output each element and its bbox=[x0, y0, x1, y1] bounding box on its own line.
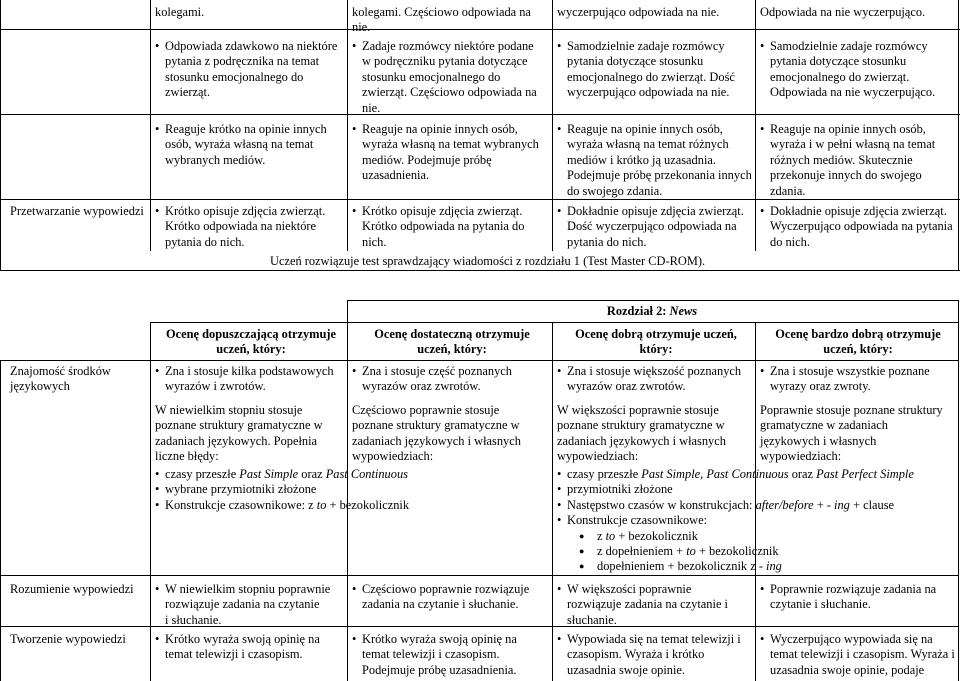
cell-dopuszczajaca bbox=[151, 122, 347, 168]
cell-text: • Zna i stosuje wszystkie poznane bbox=[770, 364, 930, 378]
list-text: Past Continuous bbox=[325, 467, 408, 481]
cell-text: i słuchanie. bbox=[165, 612, 222, 627]
column-divider bbox=[958, 0, 959, 271]
row-divider bbox=[0, 199, 960, 200]
row-divider bbox=[0, 626, 959, 627]
cell-text: czasopism. Wyraża i krótko bbox=[567, 647, 705, 662]
cell-text: temat telewizji i czasopism. Wyraża i bbox=[770, 647, 955, 662]
cell-text: wybranych mediów. bbox=[165, 152, 266, 167]
cell-text: uzasadnia swoje opinie. bbox=[567, 662, 686, 677]
header-dobra bbox=[553, 327, 755, 358]
cell-grammar-bardzo-dobra bbox=[756, 403, 956, 465]
cell-tworzenie-bardzo-dobra bbox=[756, 632, 956, 678]
chapter-heading bbox=[348, 304, 956, 319]
cell-vocab-dopuszczajaca bbox=[151, 364, 347, 395]
cell-text: wyrazy oraz zwroty. bbox=[770, 379, 871, 394]
list-text: Past Simple bbox=[239, 467, 299, 481]
list-text: + bezokolicznik bbox=[695, 544, 779, 559]
cell-text: liczne błędy: bbox=[155, 449, 219, 464]
cell-text: wyraża własną na temat różnych bbox=[567, 137, 729, 152]
cell-text: • W większości poprawnie bbox=[567, 582, 692, 596]
cell-text: Częściowo poprawnie stosuje bbox=[352, 403, 500, 417]
list-item bbox=[155, 467, 555, 482]
cell-tworzenie-dobra bbox=[553, 632, 755, 678]
cell-text: wyczerpująco odpowiada na nie. bbox=[567, 85, 730, 100]
cell-text: uzasadnienia. bbox=[362, 168, 430, 183]
cell-text: nie. bbox=[362, 100, 381, 115]
cell-text: nie. bbox=[352, 20, 371, 35]
row-label-tworzenie bbox=[6, 632, 152, 647]
list-item bbox=[557, 467, 960, 482]
list-text: czasy przeszłe bbox=[165, 467, 240, 481]
cell-text: czytanie i słuchanie. bbox=[770, 597, 871, 612]
cell-text: zadaniach językowych. Popełnia bbox=[155, 433, 318, 448]
cell-text: emocjonalnego do zwierząt. bbox=[770, 69, 910, 84]
sub-list-item bbox=[557, 544, 960, 559]
cell-text: językowych bbox=[10, 379, 70, 394]
header-text: uczeń, który: bbox=[417, 342, 487, 357]
header-text: Ocenę dostateczną otrzymuje bbox=[374, 327, 530, 341]
chapter-label: Rozdział 2: bbox=[606, 304, 667, 318]
cell-text: Dość wyczerpująco odpowiada na bbox=[567, 219, 737, 234]
cell-text: wyczerpująco odpowiada na nie. bbox=[557, 5, 720, 19]
sub-list-item bbox=[557, 529, 960, 544]
cell-text: wyrazów oraz zwrotów. bbox=[567, 379, 686, 394]
cell-text: W większości poprawnie stosuje bbox=[557, 403, 719, 417]
list-text: Konstrukcje czasownikowe: bbox=[567, 513, 708, 528]
cell-text: Wyczerpująco odpowiada na pytania bbox=[770, 219, 953, 234]
cell-text: • Zna i stosuje większość poznanych bbox=[567, 364, 742, 378]
list-item bbox=[155, 482, 555, 497]
list-item bbox=[557, 482, 960, 497]
list-text: przymiotniki złożone bbox=[567, 482, 673, 497]
cell-text: W niewielkim stopniu stosuje bbox=[155, 403, 303, 417]
cell-dopuszczajaca bbox=[151, 204, 347, 250]
header-text: Ocenę dobrą otrzymuje uczeń, bbox=[575, 327, 737, 341]
cell-text: • Zna i stosuje część poznanych bbox=[362, 364, 513, 378]
cell-text: wypowiedziach: bbox=[557, 449, 639, 464]
header-text: Ocenę dopuszczającą otrzymuje bbox=[166, 327, 336, 341]
grammar-list-advanced bbox=[553, 467, 960, 575]
cell-text: do swojego zdania. bbox=[567, 183, 663, 198]
cell-text: • Odpowiada zdawkowo na niektóre bbox=[165, 39, 338, 53]
cell-text: językowych i własnych bbox=[760, 433, 877, 448]
header-text: uczeń, który: bbox=[216, 342, 286, 357]
cell-text: Odpowiada na nie wyczerpująco. bbox=[770, 85, 936, 100]
cell-text: • Dokładnie opisuje zdjęcia zwierząt. bbox=[567, 204, 744, 218]
cell-text: zadaniach językowych i własnych bbox=[352, 433, 521, 448]
cell-text: • Samodzielnie zadaje rozmówcy bbox=[770, 39, 928, 53]
cell-text: Tworzenie wypowiedzi bbox=[10, 632, 126, 646]
column-divider bbox=[0, 360, 1, 681]
cell-text: • Samodzielnie zadaje rozmówcy bbox=[567, 39, 725, 53]
cell-text: do nich. bbox=[770, 234, 810, 249]
cell-text: poznane struktury gramatyczne w bbox=[352, 418, 520, 433]
cell-grammar-dostateczna bbox=[348, 403, 552, 465]
cell-text: Poprawnie stosuje poznane struktury bbox=[760, 403, 943, 417]
cell-text: Krótko odpowiada na niektóre bbox=[165, 219, 317, 234]
cell-text: kolegami. Częściowo odpowiada na bbox=[352, 5, 531, 19]
list-text: + bezokolicznik bbox=[326, 497, 410, 512]
cell-text: zdania. bbox=[770, 183, 806, 198]
header-text: który: bbox=[639, 342, 673, 357]
cell-dostateczna bbox=[348, 122, 552, 184]
cell-text: poznane struktury gramatyczne w bbox=[155, 418, 323, 433]
cell-text: zwierząt. bbox=[165, 85, 211, 100]
list-text: + - bbox=[813, 497, 835, 512]
cell-rozumienie-dopuszczajaca bbox=[151, 582, 347, 628]
cell-text: temat telewizji i czasopism. bbox=[165, 647, 303, 662]
cell-text: Przetwarzanie wypowiedzi bbox=[10, 204, 144, 218]
cell-text: • Krótko wyraża swoją opinię na bbox=[165, 632, 320, 646]
cell-grammar-dopuszczajaca bbox=[151, 403, 347, 465]
cell-text: • Poprawnie rozwiązuje zadania na bbox=[770, 582, 937, 596]
cell-dobra bbox=[553, 39, 755, 101]
row-label-znajomosc bbox=[6, 364, 152, 395]
cell-text: • Reaguje krótko na opinie innych bbox=[165, 122, 327, 136]
row-label-rozumienie bbox=[6, 582, 152, 597]
cell-text: wyraża własną na temat wybranych bbox=[362, 137, 539, 152]
cell-text: pytania do nich. bbox=[165, 234, 245, 249]
cell-text: pytania do nich. bbox=[567, 234, 647, 249]
cell-rozumienie-dobra bbox=[553, 582, 755, 628]
list-item bbox=[155, 498, 555, 513]
cell-text: temat telewizji i czasopism. bbox=[362, 647, 500, 662]
cell-text: nich. bbox=[362, 234, 387, 249]
cell-text: wyrazów oraz zwrotów. bbox=[362, 379, 481, 394]
list-text: z bbox=[597, 528, 606, 543]
cell-grammar-dobra bbox=[553, 403, 755, 465]
cell-text: • Wyczerpująco wypowiada się na bbox=[770, 632, 933, 646]
cell-text: pytania dotyczące stosunku bbox=[770, 54, 907, 69]
list-text: z dopełnieniem + bbox=[597, 544, 687, 559]
row-label-przetwarzanie bbox=[6, 204, 152, 219]
cell-text: pytania dotyczące stosunku bbox=[567, 54, 704, 69]
row-divider bbox=[150, 322, 959, 323]
cell-text: • W niewielkim stopniu poprawnie bbox=[165, 582, 331, 596]
cell-text: wyrazów i zwrotów. bbox=[165, 379, 266, 394]
cell-text: osób, wyraża własną na temat bbox=[165, 137, 314, 152]
list-text: ing bbox=[766, 559, 782, 574]
cell-vocab-dostateczna bbox=[348, 364, 552, 395]
cell-dobra bbox=[553, 204, 755, 250]
cell-bardzo-dobra bbox=[756, 122, 956, 199]
cell-text: Podejmuje próbę uzasadnienia. bbox=[362, 662, 517, 677]
cell-text: Krótko odpowiada na pytania do bbox=[362, 219, 525, 234]
list-text: ing bbox=[834, 497, 850, 512]
cell-dostateczna bbox=[348, 204, 552, 250]
list-text: to bbox=[316, 497, 327, 512]
cell-dostateczna bbox=[348, 5, 552, 36]
cell-bardzo-dobra bbox=[756, 39, 956, 101]
cell-text: rozwiązuje zadania na czytanie bbox=[165, 597, 320, 612]
cell-text: • Reaguje na opinie innych osób, bbox=[362, 122, 518, 136]
cell-text: różnych mediów. Skutecznie bbox=[770, 152, 913, 167]
table-top-border bbox=[347, 300, 959, 301]
cell-text: przekonuje innych do swojego bbox=[770, 168, 922, 183]
sub-list-item bbox=[557, 559, 960, 574]
cell-text: stosunku emocjonalnego do bbox=[165, 69, 304, 84]
cell-dopuszczajaca bbox=[151, 5, 347, 20]
cell-rozumienie-dostateczna bbox=[348, 582, 552, 613]
cell-tworzenie-dopuszczajaca bbox=[151, 632, 347, 663]
cell-text: Podejmuje próbę przekonania innych bbox=[567, 168, 752, 183]
row-divider bbox=[0, 360, 959, 361]
cell-text: • Krótko wyraża swoją opinię na bbox=[362, 632, 517, 646]
cell-text: zwierząt. Częściowo odpowiada na bbox=[362, 85, 537, 100]
cell-vocab-dobra bbox=[553, 364, 755, 395]
cell-text: poznane struktury gramatyczne w bbox=[557, 418, 725, 433]
cell-dobra bbox=[553, 5, 755, 20]
row-divider bbox=[0, 575, 959, 576]
column-divider bbox=[0, 0, 1, 271]
cell-text: kolegami. bbox=[155, 5, 205, 19]
list-text: Past Simple, Past Continuous bbox=[641, 467, 789, 481]
list-text: czasy przeszłe bbox=[567, 467, 642, 481]
cell-text: wyraża i w pełni własną na temat bbox=[770, 137, 936, 152]
cell-text: • Krótko opisuje zdjęcia zwierząt. bbox=[362, 204, 523, 218]
cell-text: gramatyczne w zadaniach bbox=[760, 418, 888, 433]
cell-text: • Zna i stosuje kilka podstawowych bbox=[165, 364, 334, 378]
cell-text: mediów i krótko ją uzasadnia. bbox=[567, 152, 716, 167]
list-text: Past Perfect Simple bbox=[816, 467, 914, 481]
table-bottom-border bbox=[0, 270, 960, 271]
cell-dopuszczajaca bbox=[151, 39, 347, 101]
list-text: + clause bbox=[849, 497, 895, 512]
cell-text: Znajomość środków bbox=[10, 364, 111, 378]
cell-text: w podręczniku pytania dotyczące bbox=[362, 54, 528, 69]
cell-text: • Wypowiada się na temat telewizji i bbox=[567, 632, 741, 646]
grammar-list-basic bbox=[151, 467, 555, 513]
list-text: Konstrukcje czasownikowe: z bbox=[165, 497, 317, 512]
header-dopuszczajaca bbox=[151, 327, 347, 358]
header-text: Ocenę bardzo dobrą otrzymuje bbox=[775, 327, 941, 341]
cell-text: • Dokładnie opisuje zdjęcia zwierząt. bbox=[770, 204, 947, 218]
cell-bardzo-dobra bbox=[756, 204, 956, 250]
cell-text: Odpowiada na nie wyczerpująco. bbox=[760, 5, 926, 19]
cell-text: słuchanie. bbox=[567, 612, 617, 627]
cell-text: wypowiedziach: bbox=[352, 449, 434, 464]
cell-bardzo-dobra bbox=[756, 5, 956, 20]
list-text: after/before bbox=[755, 497, 814, 512]
cell-text: pytania z podręcznika na temat bbox=[165, 54, 320, 69]
cell-text: zadania na czytanie i słuchanie. bbox=[362, 597, 519, 612]
cell-text: mediów. Podejmuje próbę bbox=[362, 152, 492, 167]
cell-dostateczna bbox=[348, 39, 552, 116]
list-text: to bbox=[686, 544, 696, 559]
cell-text: wypowiedziach: bbox=[760, 449, 842, 464]
list-text: to bbox=[605, 528, 616, 543]
list-text: wybrane przymiotniki złożone bbox=[165, 482, 317, 497]
cell-dobra bbox=[553, 122, 755, 199]
cell-rozumienie-bardzo-dobra bbox=[756, 582, 956, 613]
cell-text: • Krótko opisuje zdjęcia zwierząt. bbox=[165, 204, 326, 218]
list-item bbox=[557, 498, 960, 513]
cell-text: • Zadaje rozmówcy niektóre podane bbox=[362, 39, 534, 53]
cell-text: • Częściowo poprawnie rozwiązuje bbox=[362, 582, 530, 596]
cell-text: rozwiązuje zadania na czytanie i bbox=[567, 597, 728, 612]
cell-text: Rozumienie wypowiedzi bbox=[10, 582, 134, 596]
list-item bbox=[557, 513, 960, 528]
cell-text: zadaniach językowych i własnych bbox=[557, 433, 726, 448]
cell-tworzenie-dostateczna bbox=[348, 632, 552, 678]
header-text: uczeń, który: bbox=[823, 342, 893, 357]
list-text: dopełnieniem + bezokolicznik z - bbox=[597, 559, 767, 574]
chapter-name: News bbox=[669, 304, 698, 318]
list-text: Następstwo czasów w konstrukcjach: bbox=[567, 497, 756, 512]
header-dostateczna bbox=[348, 327, 552, 358]
header-bardzo-dobra bbox=[756, 327, 956, 358]
cell-text: • Reaguje na opinie innych osób, bbox=[567, 122, 723, 136]
list-text: oraz bbox=[298, 467, 326, 481]
cell-text: uzasadnia swoje opinie, podaje bbox=[770, 662, 925, 677]
test-note: Uczeń rozwiązuje test sprawdzający wiadomości z rozdziału 1 (Test Master CD-ROM). bbox=[270, 254, 706, 268]
list-text: oraz bbox=[788, 467, 817, 481]
cell-vocab-bardzo-dobra bbox=[756, 364, 956, 395]
list-text: + bezokolicznik bbox=[615, 528, 698, 543]
cell-text: stosunku emocjonalnego do bbox=[362, 69, 501, 84]
cell-text: • Reaguje na opinie innych osób, bbox=[770, 122, 926, 136]
cell-text: emocjonalnego do zwierząt. Dość bbox=[567, 69, 735, 84]
